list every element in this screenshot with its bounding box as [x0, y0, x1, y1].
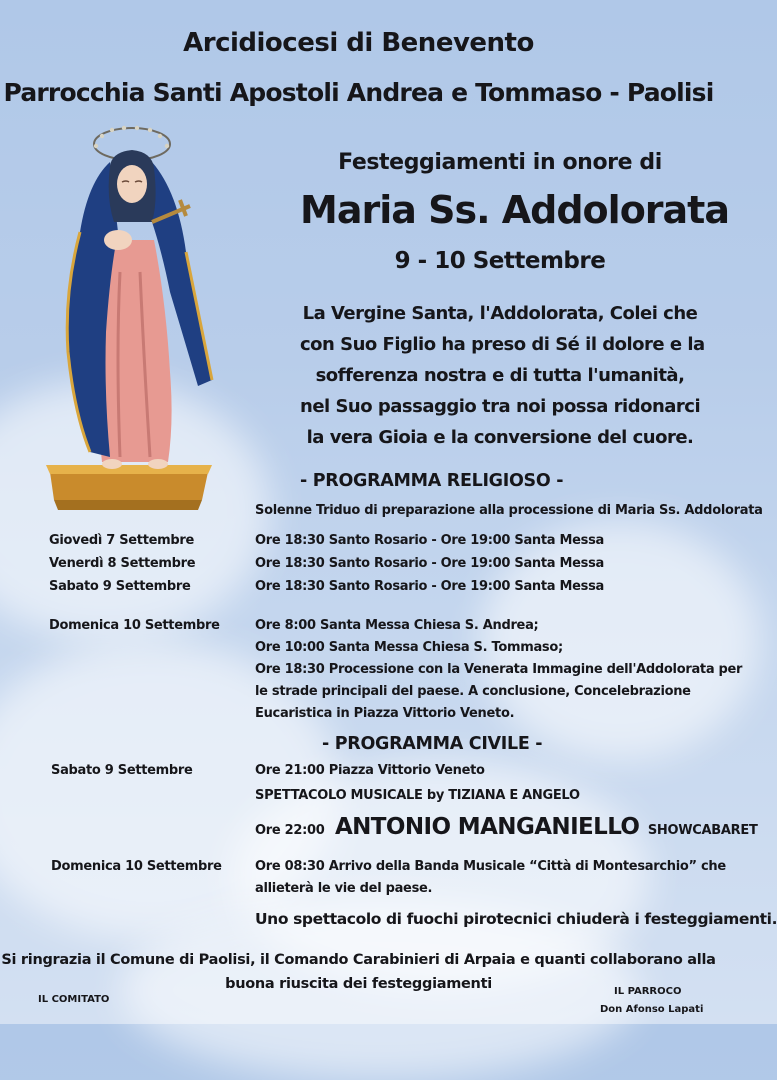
parish-title: Parrocchia Santi Apostoli Andrea e Tommaso - Paolisi [3, 78, 714, 107]
schedule-day: Domenica 10 Settembre [49, 618, 220, 633]
committee-signature: IL COMITATO [38, 994, 110, 1005]
madonna-statue-image [40, 122, 220, 517]
event-intro: Festeggiamenti in onore di [338, 150, 662, 175]
prayer-line: nel Suo passaggio tra noi possa ridonarci [300, 396, 701, 417]
prayer-text [300, 298, 705, 453]
fireworks-text: Uno spettacolo di fuochi pirotecnici chiuderà i festeggiamenti. [255, 910, 777, 928]
diocese-title: Arcidiocesi di Benevento [183, 28, 534, 58]
schedule-text: le strade principali del paese. A conclusione, Concelebrazione [255, 684, 691, 699]
act-artist: ANTONIO MANGANIELLO [334, 814, 640, 840]
schedule-text: Ore 10:00 Santa Messa Chiesa S. Tommaso; [255, 640, 563, 655]
schedule-text: Ore 8:00 Santa Messa Chiesa S. Andrea; [255, 618, 539, 633]
prayer-line: con Suo Figlio ha preso di Sé il dolore e la [300, 334, 705, 355]
schedule-text: Ore 18:30 Santo Rosario - Ore 19:00 Santa Messa [255, 579, 604, 594]
thanks-line: Si ringrazia il Comune di Paolisi, il Comando Carabinieri di Arpaia e quanti collaborano alla [1, 952, 716, 968]
schedule-text: Ore 18:30 Santo Rosario - Ore 19:00 Santa Messa [255, 533, 604, 548]
act-time: Ore 22:00 [255, 823, 325, 838]
schedule-day: Sabato 9 Settembre [49, 579, 191, 594]
schedule-text: Eucaristica in Piazza Vittorio Veneto. [255, 706, 515, 721]
triduo-text: Solenne Triduo di preparazione alla processione di Maria Ss. Addolorata [255, 503, 763, 518]
religious-heading: - PROGRAMMA RELIGIOSO - [300, 471, 564, 491]
schedule-text: allieterà le vie del paese. [255, 881, 433, 896]
headline-act [255, 814, 758, 840]
civil-heading: - PROGRAMMA CIVILE - [322, 734, 543, 754]
act-show: SHOWCABARET [647, 823, 758, 838]
schedule-day: Domenica 10 Settembre [51, 859, 222, 874]
schedule-day: Sabato 9 Settembre [51, 763, 193, 778]
prayer-line: La Vergine Santa, l'Addolorata, Colei che [302, 303, 698, 324]
event-dates: 9 - 10 Settembre [394, 248, 606, 274]
parroco-name: Don Afonso Lapati [600, 1004, 704, 1015]
schedule-day: Giovedì 7 Settembre [49, 533, 195, 548]
schedule-day: Venerdì 8 Settembre [49, 556, 196, 571]
schedule-text: Ore 18:30 Santo Rosario - Ore 19:00 Santa Messa [255, 556, 604, 571]
schedule-text: Ore 18:30 Processione con la Venerata Immagine dell'Addolorata per [255, 662, 743, 677]
thanks-text [0, 948, 717, 996]
prayer-line: sofferenza nostra e di tutta l'umanità, [315, 365, 685, 386]
parroco-title: IL PARROCO [614, 986, 682, 997]
schedule-text: SPETTACOLO MUSICALE by TIZIANA E ANGELO [255, 788, 580, 803]
thanks-line: buona riuscita dei festeggiamenti [225, 976, 492, 992]
schedule-text: Ore 08:30 Arrivo della Banda Musicale “Città di Montesarchio” che [255, 859, 726, 874]
schedule-text: Ore 21:00 Piazza Vittorio Veneto [255, 763, 485, 778]
event-title: Maria Ss. Addolorata [300, 188, 729, 232]
prayer-line: la vera Gioia e la conversione del cuore. [306, 427, 694, 448]
